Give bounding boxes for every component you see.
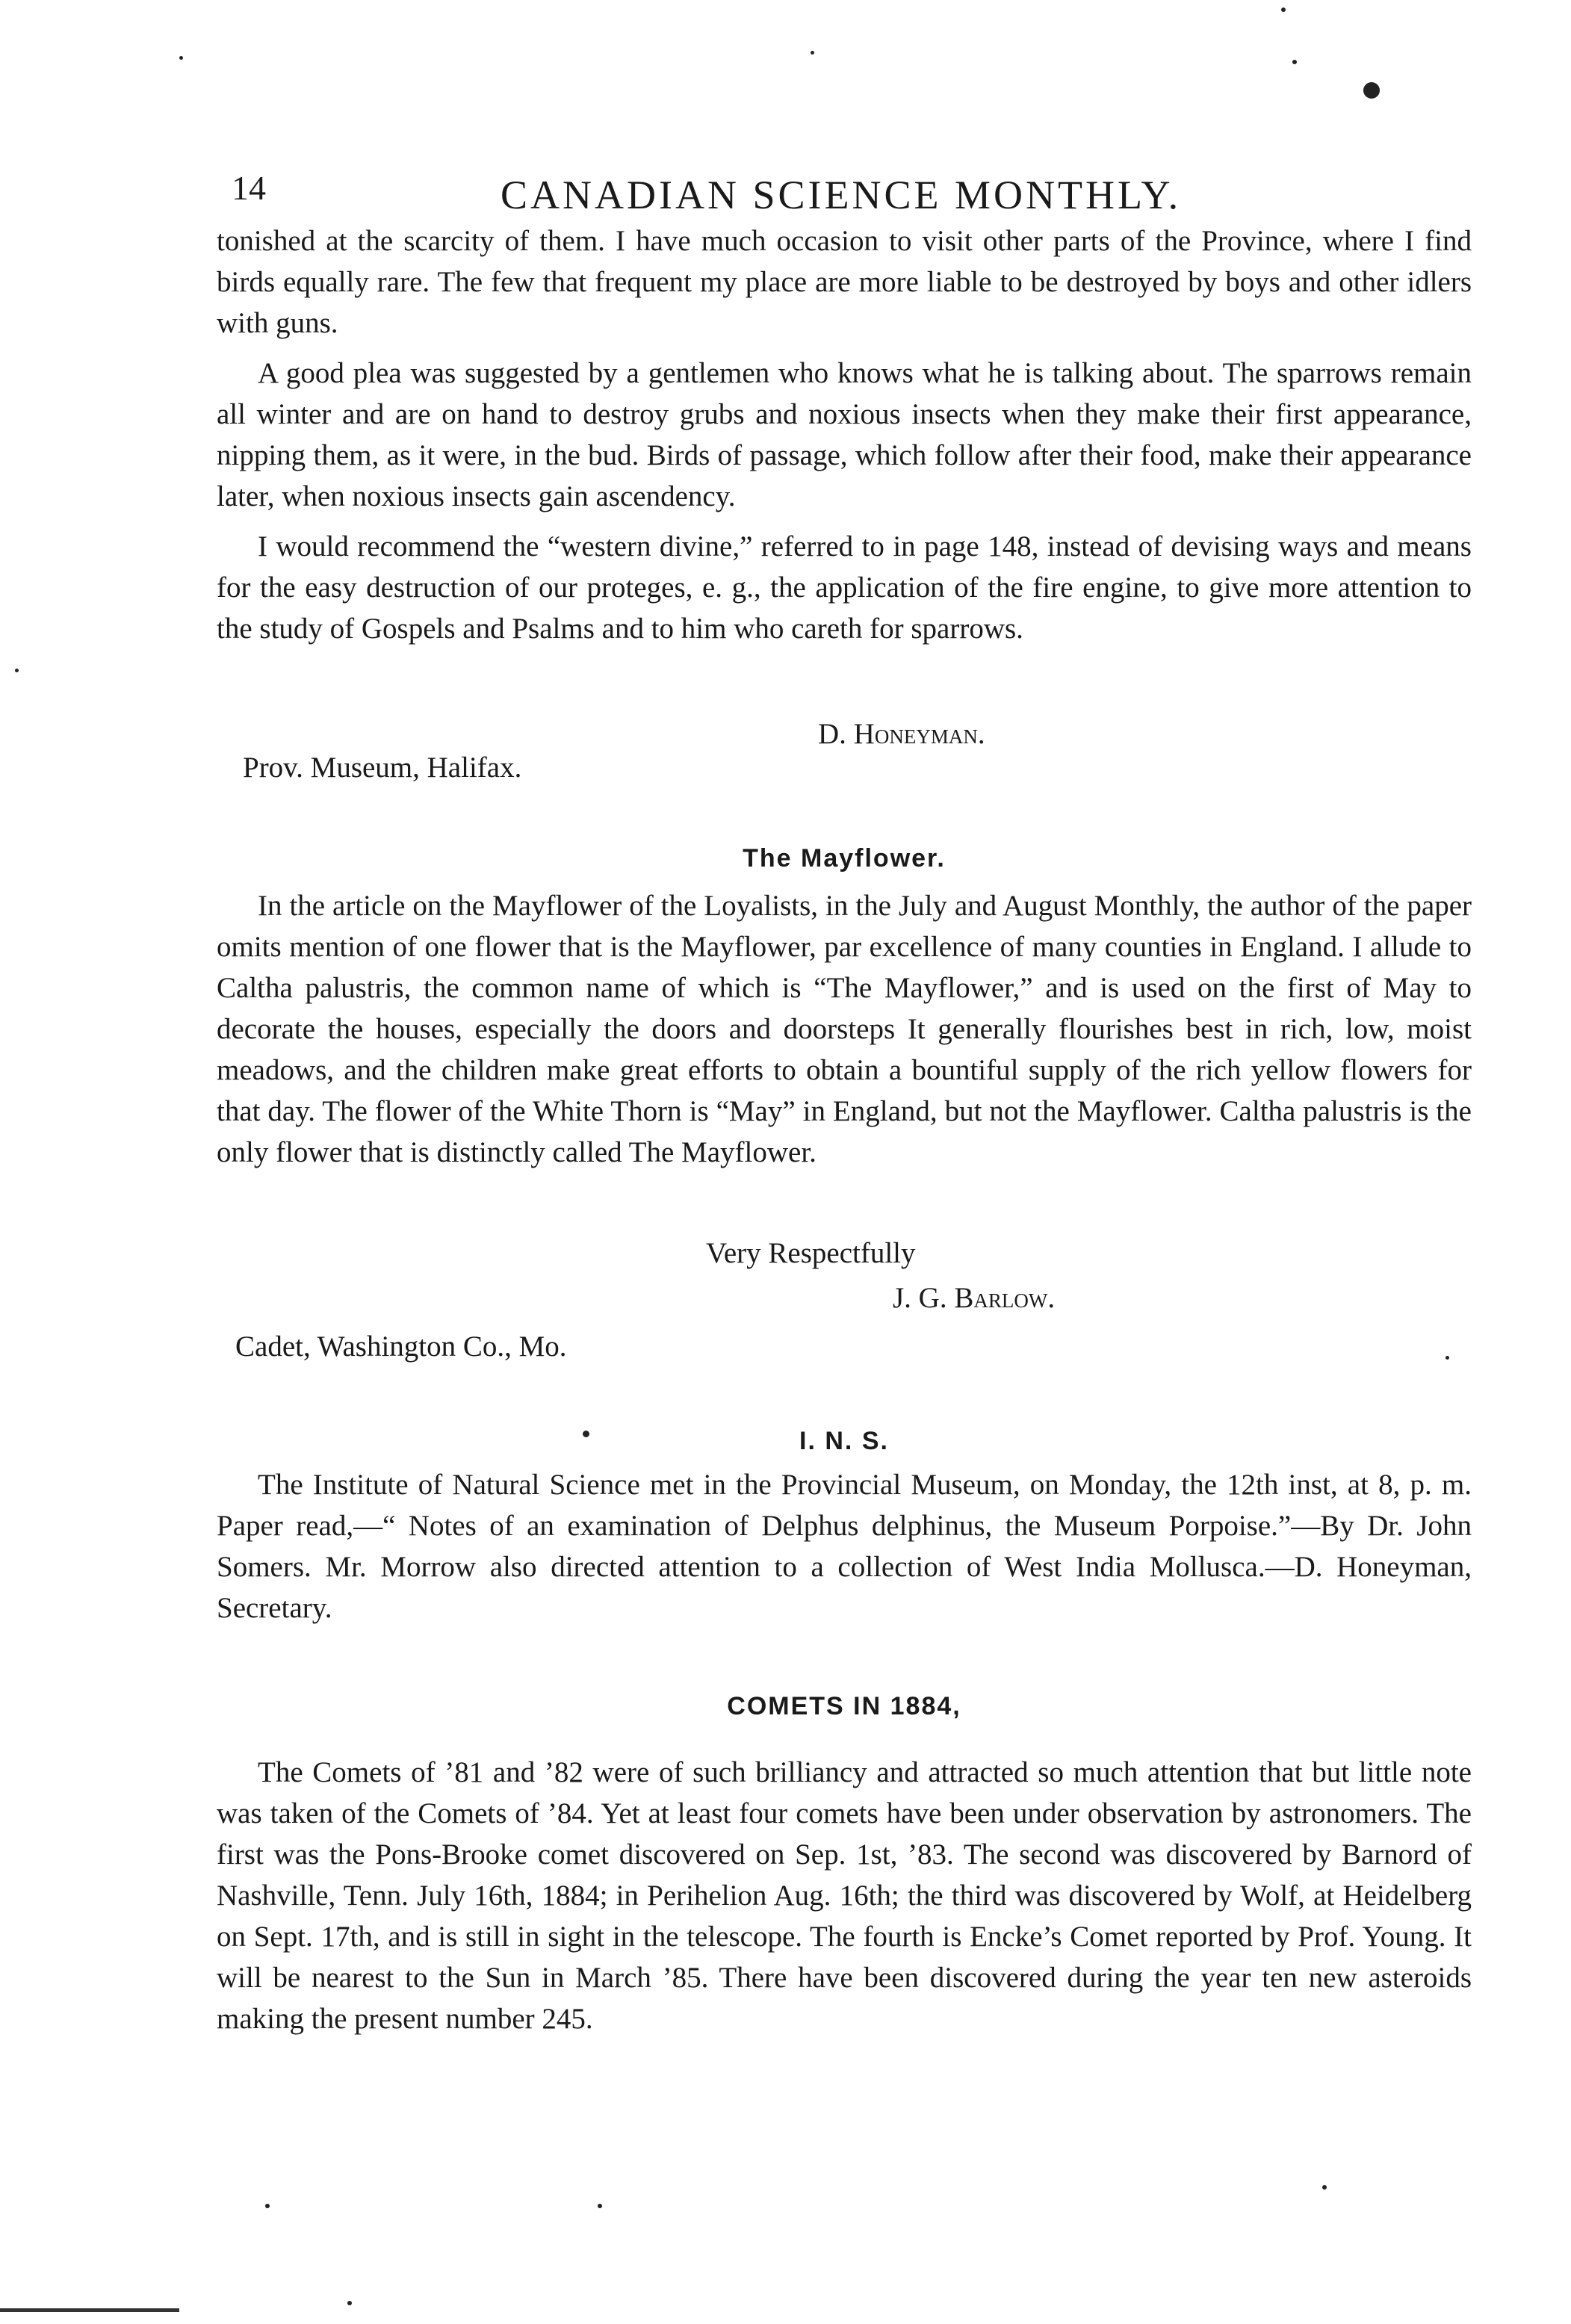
ink-speck [598,2204,602,2208]
mayflower-article [217,885,1472,1173]
journal-title: CANADIAN SCIENCE MONTHLY. [501,173,1182,217]
location-line: Cadet, Washington Co., Mo. [235,1330,567,1363]
ink-speck [15,669,19,672]
paragraph: I would recommend the “western divine,” referred to in page 148, instead of devising ways and means for the easy destruction of our proteges, e. g., the application of the fire engine, to give more attention to the study of Gospels and Psalms and to him who careth for sparrows. [217,530,1472,645]
page-edge-rule [0,2308,179,2312]
ink-speck [1363,82,1380,99]
ins-notice [217,1464,1472,1629]
ink-speck [811,51,814,55]
signature: D. Honeyman. [818,718,985,750]
ink-speck [1292,60,1297,64]
location-line: Prov. Museum, Halifax. [243,752,522,784]
paragraph: tonished at the scarcity of them. I have much occasion to visit other parts of the Province, where I find birds equally rare. The few that frequent my place are more liable to be destroyed by boys and other idlers with guns. [217,225,1472,339]
ink-speck [1322,2185,1327,2190]
sparrows-letter [217,220,1472,649]
ink-speck [1281,7,1286,12]
comets-article [217,1752,1472,2039]
section-heading: I. N. S. [799,1427,889,1455]
section-heading: The Mayflower. [743,844,946,873]
ink-speck [179,56,183,60]
paragraph: In the article on the Mayflower of the Loyalists, in the July and August Monthly, the author of the paper omits mention of one flower that is the Mayflower, par excellence of many counties in England. I allude to Caltha palustris, the common name of which is “The Mayflower,” and is used on the first of May to decorate the houses, especially the doors and doorsteps It generally flourishes best in rich, low, moist meadows, and the children make great efforts to obtain a bountiful supply of the rich yellow flowers for that day. The flower of the White Thorn is “May” in England, but not the Mayflower. Caltha palustris is the only flower that is distinctly called The Mayflower. [217,890,1472,1168]
paragraph: The Institute of Natural Science met in the Provincial Museum, on Monday, the 12th inst, at 8, p. m. Paper read,—“ Notes of an examination of Delphus delphinus, the Museum Porpoise.”—By Dr. John Somers. Mr. Morrow also directed attention to a collection of West India Mollusca.—D. Honeyman, Secretary. [217,1469,1472,1624]
section-heading: COMETS IN 1884, [727,1692,961,1720]
page-number: 14 [232,169,266,207]
ink-speck [1445,1356,1449,1360]
paragraph: The Comets of ’81 and ’82 were of such brilliancy and attracted so much attention that but little note was taken of the Comets of ’84. Yet at least four comets have been under observation by astronomers. The first was the Pons-Brooke comet discovered on Sep. 1st, ’83. The second was discovered by Barnord of Nashville, Tenn. July 16th, 1884; in Perihelion Aug. 16th; the third was discovered by Wolf, at Heidelberg on Sept. 17th, and is still in sight in the telescope. The fourth is Encke’s Comet reported by Prof. Young. It will be nearest to the Sun in March ’85. There have been discovered during the year ten new asteroids making the present number 245. [217,1756,1472,2035]
closing-line: Very Respectfully [706,1237,916,1269]
ink-speck [265,2204,270,2208]
running-head [217,168,1262,228]
paragraph: A good plea was suggested by a gentlemen who knows what he is talking about. The sparrows remain all winter and are on hand to destroy grubs and noxious insects when they make their first appearance, nipping them, as it were, in the bud. Birds of passage, which follow after their food, make their appearance later, when noxious insects gain ascendency. [217,357,1472,512]
ink-speck [347,2301,352,2305]
signature: J. G. Barlow. [893,1282,1056,1314]
